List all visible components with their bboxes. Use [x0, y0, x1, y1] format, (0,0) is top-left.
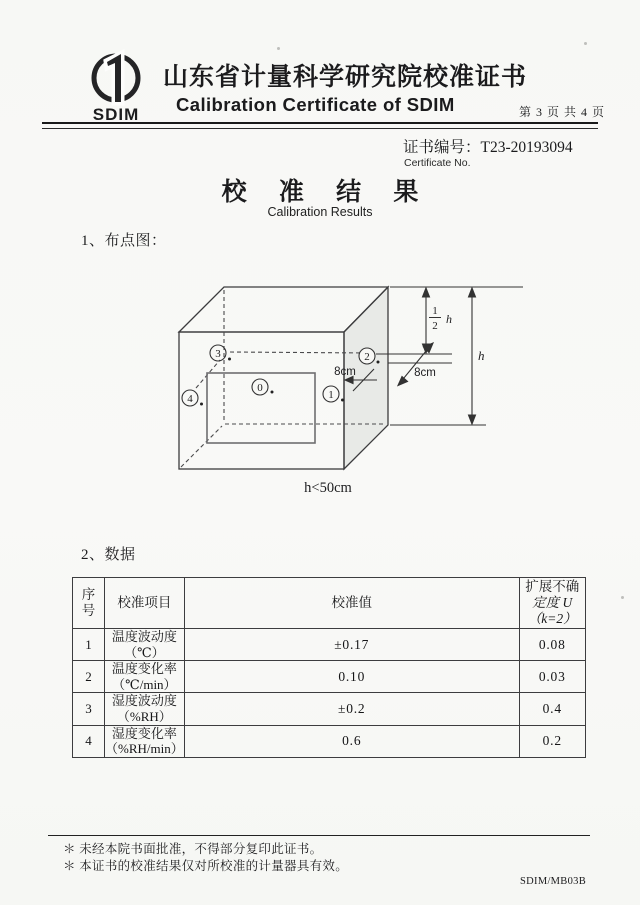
section-data-label: 2、数据	[81, 547, 136, 563]
half-h-suffix: h	[446, 312, 452, 326]
table-row	[73, 661, 586, 693]
page-number: 第 3 页 共 4 页	[519, 105, 606, 119]
table-row	[73, 629, 586, 661]
header-uncertainty-line2: 定度 U	[532, 594, 573, 610]
form-code: SDIM/MB03B	[520, 876, 587, 887]
header-rule-thin	[42, 128, 598, 129]
row-item	[105, 661, 185, 693]
row-uncertainty: 0.4	[519, 693, 585, 725]
chamber-box	[179, 287, 388, 469]
certificate-number: 证书编号：T23-20193094	[403, 139, 573, 156]
row-no: 3	[73, 693, 105, 725]
svg-text:1: 1	[328, 389, 334, 401]
row-item-name: 湿度波动度	[111, 693, 177, 709]
point-1	[323, 386, 344, 402]
row-item-unit: （%RH）	[116, 708, 172, 724]
table-row	[73, 725, 586, 757]
scan-speck	[621, 596, 624, 599]
half-h-denominator: 2	[432, 320, 438, 332]
row-item-unit: （%RH/min）	[105, 741, 184, 757]
svg-text:2: 2	[364, 351, 370, 363]
svg-text:4: 4	[187, 393, 193, 405]
layout-diagram	[120, 268, 540, 500]
point-4	[182, 390, 203, 406]
logo-label: SDIM	[92, 105, 140, 124]
footer-notes	[63, 841, 348, 875]
sdim-logo-icon	[70, 48, 162, 124]
half-h-numerator: 1	[432, 305, 438, 317]
header-uncertainty	[519, 578, 585, 629]
row-no: 2	[73, 661, 105, 693]
row-value: ±0.17	[184, 629, 519, 661]
header-item: 校准项目	[105, 578, 185, 629]
header-uncertainty-line3: （k=2）	[527, 611, 577, 627]
footer-rule	[48, 835, 590, 836]
row-no: 1	[73, 629, 105, 661]
svg-text:0: 0	[257, 382, 263, 394]
header-no-line2: 号	[81, 603, 96, 618]
dist-right-label: 8cm	[414, 367, 436, 379]
row-item-name: 湿度变化率	[111, 725, 177, 741]
institute-title: 山东省计量科学研究院校准证书	[163, 64, 528, 91]
results-title: 校 准 结 果	[221, 179, 432, 206]
row-item	[105, 693, 185, 725]
dist-left-label: 8cm	[334, 366, 356, 378]
footer-note: ＊ 未经本院书面批准，不得部分复印此证书。	[63, 842, 323, 856]
certificate-title-en: Calibration Certificate of SDIM	[176, 94, 455, 115]
row-no: 4	[73, 725, 105, 757]
header-rule-thick	[42, 122, 598, 124]
header-value: 校准值	[184, 578, 519, 629]
certificate-number-en: Certificate No.	[404, 157, 471, 169]
point-0	[252, 379, 274, 395]
calibration-results-table	[72, 577, 586, 758]
section-layout-label: 1、布点图：	[81, 233, 167, 249]
point-3	[210, 345, 231, 361]
height-label: h	[478, 348, 485, 363]
row-item-unit: （℃/min）	[112, 676, 177, 692]
row-value: 0.10	[184, 661, 519, 693]
row-item	[105, 725, 185, 757]
table-row	[73, 693, 586, 725]
scan-speck	[277, 47, 280, 50]
header-no-line1: 序	[81, 586, 96, 602]
footer-note: ＊ 本证书的校准结果仅对所校准的计量器具有效。	[63, 859, 349, 873]
table-header-row	[73, 578, 586, 629]
row-item-unit: （℃）	[124, 644, 165, 660]
row-uncertainty: 0.2	[519, 725, 585, 757]
row-item-name: 温度变化率	[111, 661, 177, 677]
row-uncertainty: 0.03	[519, 661, 585, 693]
header-no	[73, 578, 105, 629]
scan-speck	[584, 42, 587, 45]
row-item-name: 温度波动度	[111, 629, 177, 644]
results-subtitle: Calibration Results	[267, 205, 373, 219]
row-item	[105, 629, 185, 661]
row-value: 0.6	[184, 725, 519, 757]
diagram-caption: h<50cm	[304, 480, 352, 496]
row-value: ±0.2	[184, 693, 519, 725]
svg-text:3: 3	[215, 348, 221, 360]
row-uncertainty: 0.08	[519, 629, 585, 661]
header-uncertainty-line1: 扩展不确	[525, 578, 580, 594]
